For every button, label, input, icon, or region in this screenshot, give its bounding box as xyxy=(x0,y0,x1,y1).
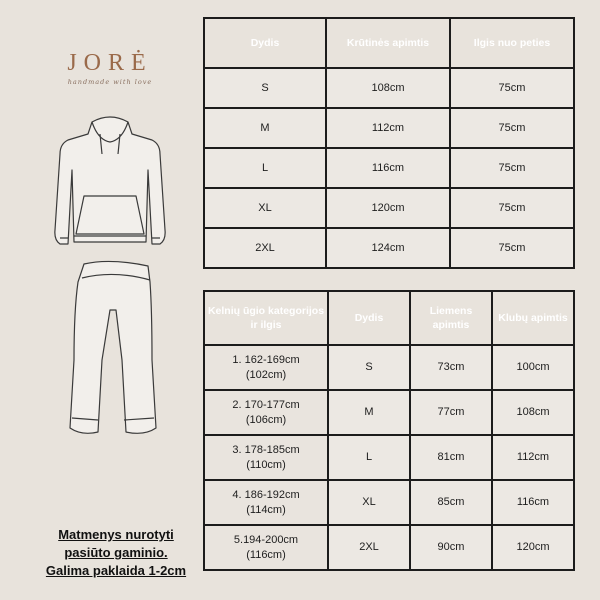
table-cell: 81cm xyxy=(410,435,492,480)
table-row xyxy=(204,525,574,570)
category-length: (106cm) xyxy=(245,413,287,426)
table-row xyxy=(204,228,574,268)
hoodie-drawing-icon xyxy=(55,117,165,244)
note-line: pasiūto gaminio. xyxy=(64,545,168,560)
column-header: Krūtinės apimtis xyxy=(326,18,450,68)
table-cell: 100cm xyxy=(492,345,574,390)
category-length: (102cm) xyxy=(245,368,287,381)
column-header: Ilgis nuo peties xyxy=(450,18,574,68)
table-cell: 75cm xyxy=(450,228,574,268)
table-cell: 116cm xyxy=(326,148,450,188)
table-cell: XL xyxy=(328,480,410,525)
table-header-row xyxy=(204,18,574,68)
category-range: 1. 162-169cm xyxy=(232,353,300,366)
table-cell: 77cm xyxy=(410,390,492,435)
category-range: 5.194-200cm xyxy=(233,533,299,546)
pants-size-table xyxy=(203,290,575,571)
table-cell: 75cm xyxy=(450,108,574,148)
category-range: 3. 178-185cm xyxy=(232,443,300,456)
note-line: Matmenys nurotyti xyxy=(58,527,174,542)
category-length: (116cm) xyxy=(246,548,286,561)
table-cell: 75cm xyxy=(450,68,574,108)
table-row xyxy=(204,108,574,148)
table-row xyxy=(204,435,574,480)
category-range: 4. 186-192cm xyxy=(232,488,300,501)
brand-logo xyxy=(55,50,165,86)
table-cell: S xyxy=(328,345,410,390)
table-cell: 120cm xyxy=(326,188,450,228)
table-cell: 120cm xyxy=(492,525,574,570)
measurement-note xyxy=(36,526,196,580)
table-header-row xyxy=(204,291,574,345)
table-cell: 112cm xyxy=(492,435,574,480)
table-row xyxy=(204,390,574,435)
table-cell: 116cm xyxy=(492,480,574,525)
table-cell: XL xyxy=(204,188,326,228)
column-header: Liemens apimtis xyxy=(410,291,492,345)
table-row xyxy=(204,188,574,228)
column-header: Dydis xyxy=(204,18,326,68)
table-cell: M xyxy=(204,108,326,148)
table-cell: S xyxy=(204,68,326,108)
logo-wordmark: JORĖ xyxy=(67,50,153,76)
table-cell: 124cm xyxy=(326,228,450,268)
table-cell: 73cm xyxy=(410,345,492,390)
table-row xyxy=(204,68,574,108)
category-length: (110cm) xyxy=(246,458,286,471)
logo-tagline: handmade with love xyxy=(67,78,153,86)
table-row xyxy=(204,345,574,390)
column-header: Dydis xyxy=(328,291,410,345)
pants-drawing-icon xyxy=(70,261,156,433)
column-header: Kelnių ūgio kategorijos ir ilgis xyxy=(204,291,328,345)
category-cell xyxy=(204,480,328,525)
table-cell: 90cm xyxy=(410,525,492,570)
table-cell: 75cm xyxy=(450,188,574,228)
category-range: 2. 170-177cm xyxy=(232,398,300,411)
table-cell: 85cm xyxy=(410,480,492,525)
note-line: Galima paklaida 1-2cm xyxy=(45,563,187,578)
table-row xyxy=(204,148,574,188)
hoodie-size-table xyxy=(203,17,575,269)
category-cell xyxy=(204,390,328,435)
table-cell: 108cm xyxy=(492,390,574,435)
category-cell xyxy=(204,345,328,390)
table-cell: 75cm xyxy=(450,148,574,188)
category-cell xyxy=(204,525,328,570)
table-cell: 112cm xyxy=(326,108,450,148)
table-cell: 108cm xyxy=(326,68,450,108)
table-cell: L xyxy=(328,435,410,480)
column-header: Klubų apimtis xyxy=(492,291,574,345)
table-cell: 2XL xyxy=(204,228,326,268)
garment-illustration xyxy=(40,110,180,450)
table-cell: L xyxy=(204,148,326,188)
table-cell: 2XL xyxy=(328,525,410,570)
table-row xyxy=(204,480,574,525)
category-length: (114cm) xyxy=(246,503,286,516)
category-cell xyxy=(204,435,328,480)
table-cell: M xyxy=(328,390,410,435)
